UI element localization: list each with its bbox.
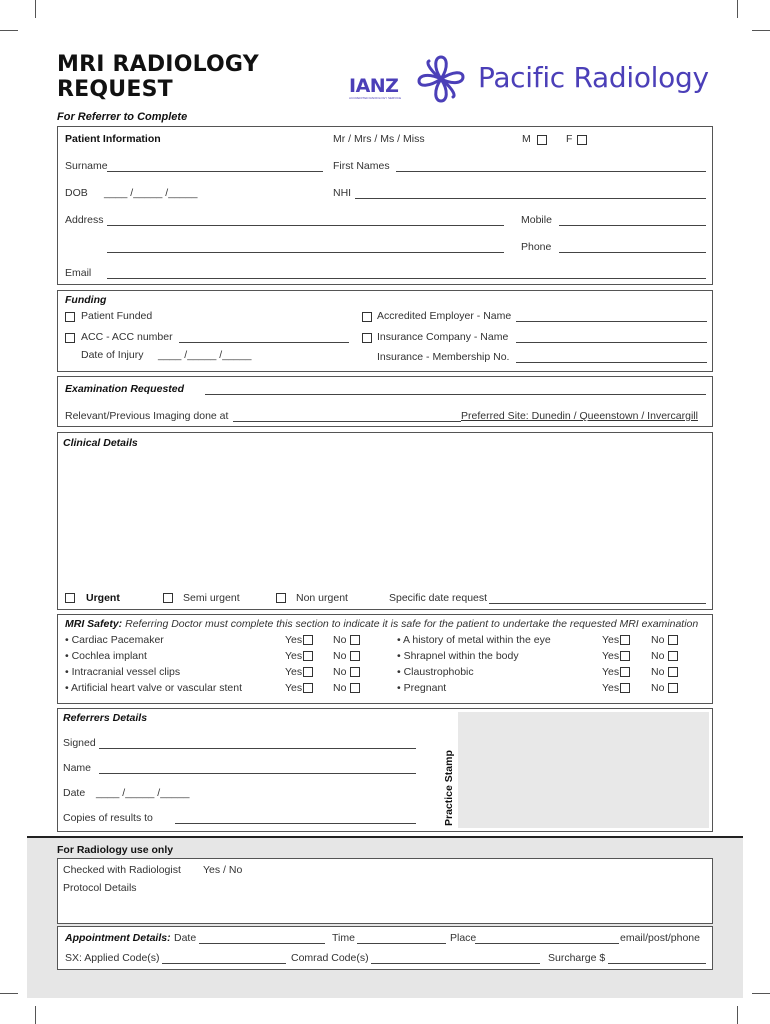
cardiac-pacemaker-no-checkbox[interactable] bbox=[350, 635, 360, 645]
date-of-injury-label: Date of Injury bbox=[81, 349, 144, 361]
phone-field[interactable] bbox=[559, 252, 706, 253]
claustrophobic-no-checkbox[interactable] bbox=[668, 667, 678, 677]
appointment-place-label: Place bbox=[450, 932, 477, 944]
checked-with-radiologist-label: Checked with Radiologist bbox=[63, 864, 181, 876]
preferred-site-label: Preferred Site: Dunedin / Queenstown / Invercargill bbox=[461, 410, 698, 422]
appointment-date-field[interactable] bbox=[199, 943, 325, 944]
patient-information-heading: Patient Information bbox=[65, 133, 161, 145]
address-label: Address bbox=[65, 214, 104, 226]
nhi-field[interactable] bbox=[355, 198, 706, 199]
crop-mark-bottom-left bbox=[0, 993, 18, 994]
accredited-employer-checkbox[interactable] bbox=[362, 312, 372, 322]
safety-yes-label: Yes bbox=[602, 666, 620, 678]
nhi-label: NHI bbox=[333, 187, 352, 199]
metal-eye-yes-checkbox[interactable] bbox=[620, 635, 630, 645]
address-field-2[interactable] bbox=[107, 252, 504, 253]
ianz-logo bbox=[349, 76, 409, 106]
safety-item-claustrophobic: • Claustrophobic bbox=[397, 666, 474, 678]
address-field-1[interactable] bbox=[107, 225, 504, 226]
intracranial-clips-no-checkbox[interactable] bbox=[350, 667, 360, 677]
safety-no-label: No bbox=[651, 682, 665, 694]
acc-number-field[interactable] bbox=[179, 342, 349, 343]
safety-no-label: No bbox=[651, 634, 665, 646]
insurance-company-checkbox[interactable] bbox=[362, 333, 372, 343]
crop-mark-top-left bbox=[0, 30, 18, 31]
title-line-2: REQUEST bbox=[57, 77, 173, 102]
crop-mark-bottom-left-v bbox=[35, 1006, 36, 1024]
brand-name: Pacific Radiology bbox=[478, 61, 709, 94]
crop-mark-top-left-v bbox=[35, 0, 36, 18]
funding-heading: Funding bbox=[65, 294, 107, 306]
sx-applied-codes-label: SX: Applied Code(s) bbox=[65, 952, 160, 964]
female-checkbox[interactable] bbox=[577, 135, 587, 145]
safety-yes-label: Yes bbox=[602, 682, 620, 694]
appointment-date-label: Date bbox=[174, 932, 197, 944]
non-urgent-checkbox[interactable] bbox=[276, 593, 286, 603]
heart-valve-no-checkbox[interactable] bbox=[350, 683, 360, 693]
semi-urgent-label: Semi urgent bbox=[183, 592, 240, 604]
safety-item-heart-valve: • Artificial heart valve or vascular stent bbox=[65, 682, 242, 694]
mri-safety-text bbox=[65, 618, 698, 631]
surname-field[interactable] bbox=[107, 171, 323, 172]
examination-field[interactable] bbox=[205, 394, 706, 395]
safety-no-label: No bbox=[651, 666, 665, 678]
patient-information-section bbox=[57, 126, 713, 285]
radiology-use-heading: For Radiology use only bbox=[57, 844, 174, 856]
dob-field[interactable]: ____ /_____ /_____ bbox=[104, 187, 198, 199]
pregnant-no-checkbox[interactable] bbox=[668, 683, 678, 693]
appointment-time-label: Time bbox=[332, 932, 355, 944]
cochlea-implant-yes-checkbox[interactable] bbox=[303, 651, 313, 661]
crop-mark-top-right-v bbox=[737, 0, 738, 18]
safety-yes-label: Yes bbox=[602, 650, 620, 662]
intracranial-clips-yes-checkbox[interactable] bbox=[303, 667, 313, 677]
protocol-details-label: Protocol Details bbox=[63, 882, 137, 894]
page-title bbox=[57, 52, 259, 102]
title-options: Mr / Mrs / Ms / Miss bbox=[333, 133, 425, 145]
safety-yes-label: Yes bbox=[285, 682, 303, 694]
radiology-top-rule bbox=[27, 836, 743, 838]
safety-no-label: No bbox=[333, 666, 347, 678]
title-line-1: MRI RADIOLOGY bbox=[57, 52, 259, 77]
specific-date-label: Specific date request bbox=[389, 592, 488, 604]
safety-yes-label: Yes bbox=[285, 634, 303, 646]
female-label: F bbox=[566, 133, 573, 145]
crop-mark-top-right bbox=[752, 30, 770, 31]
safety-item-intracranial-clips: • Intracranial vessel clips bbox=[65, 666, 181, 678]
metal-eye-no-checkbox[interactable] bbox=[668, 635, 678, 645]
non-urgent-label: Non urgent bbox=[296, 592, 348, 604]
email-label: Email bbox=[65, 267, 92, 279]
cardiac-pacemaker-yes-checkbox[interactable] bbox=[303, 635, 313, 645]
referrers-details-heading: Referrers Details bbox=[63, 712, 148, 724]
signed-label: Signed bbox=[63, 737, 96, 749]
appointment-details-label: Appointment Details: bbox=[65, 932, 171, 944]
phone-label: Phone bbox=[521, 241, 552, 253]
insurance-company-field[interactable] bbox=[516, 342, 707, 343]
clinical-details-heading: Clinical Details bbox=[63, 437, 138, 449]
membership-field[interactable] bbox=[516, 362, 707, 363]
safety-yes-label: Yes bbox=[285, 666, 303, 678]
shrapnel-yes-checkbox[interactable] bbox=[620, 651, 630, 661]
name-label: Name bbox=[63, 762, 92, 774]
signed-field[interactable] bbox=[99, 748, 416, 749]
appointment-time-field[interactable] bbox=[357, 943, 446, 944]
relevant-imaging-field[interactable] bbox=[233, 421, 461, 422]
surcharge-label: Surcharge $ bbox=[548, 952, 606, 964]
practice-stamp-area[interactable] bbox=[458, 712, 709, 828]
male-checkbox[interactable] bbox=[537, 135, 547, 145]
semi-urgent-checkbox[interactable] bbox=[163, 593, 173, 603]
relevant-imaging-label: Relevant/Previous Imaging done at bbox=[65, 410, 229, 422]
pacific-radiology-logo-icon bbox=[413, 53, 469, 105]
safety-item-metal-eye: • A history of metal within the eye bbox=[397, 634, 551, 646]
mobile-field[interactable] bbox=[559, 225, 706, 226]
urgent-checkbox[interactable] bbox=[65, 593, 75, 603]
first-names-field[interactable] bbox=[396, 171, 706, 172]
comrad-codes-label: Comrad Code(s) bbox=[291, 952, 369, 964]
safety-item-pregnant: • Pregnant bbox=[397, 682, 447, 694]
cochlea-implant-no-checkbox[interactable] bbox=[350, 651, 360, 661]
accredited-employer-field[interactable] bbox=[516, 321, 707, 322]
pregnant-yes-checkbox[interactable] bbox=[620, 683, 630, 693]
mri-safety-heading: MRI Safety: bbox=[65, 618, 123, 630]
email-post-phone-label: email/post/phone bbox=[620, 932, 700, 944]
dob-label: DOB bbox=[65, 187, 88, 199]
mri-safety-intro: Referring Doctor must complete this section to indicate it is safe for the patient to undertake the requested MRI examination bbox=[125, 618, 699, 630]
practice-stamp-label: Practice Stamp bbox=[443, 750, 455, 826]
checked-yes-no[interactable]: Yes / No bbox=[203, 864, 243, 876]
safety-no-label: No bbox=[333, 650, 347, 662]
ianz-logo-subtext: ACCREDITED RADIOLOGY SERVICE bbox=[349, 96, 402, 100]
copies-label: Copies of results to bbox=[63, 812, 153, 824]
crop-mark-bottom-right-v bbox=[737, 1006, 738, 1024]
date-of-injury-field[interactable]: ____ /_____ /_____ bbox=[158, 349, 252, 361]
ianz-logo-text: IANZ bbox=[349, 75, 399, 97]
claustrophobic-yes-checkbox[interactable] bbox=[620, 667, 630, 677]
appointment-place-field[interactable] bbox=[475, 943, 619, 944]
mobile-label: Mobile bbox=[521, 214, 552, 226]
safety-yes-label: Yes bbox=[285, 650, 303, 662]
email-field[interactable] bbox=[107, 278, 706, 279]
male-label: M bbox=[522, 133, 531, 145]
clinical-details-area[interactable] bbox=[63, 452, 707, 587]
safety-item-cardiac-pacemaker: • Cardiac Pacemaker bbox=[65, 634, 164, 646]
referrer-date-label: Date bbox=[63, 787, 86, 799]
patient-funded-checkbox[interactable] bbox=[65, 312, 75, 322]
name-field[interactable] bbox=[99, 773, 416, 774]
safety-no-label: No bbox=[333, 682, 347, 694]
safety-no-label: No bbox=[333, 634, 347, 646]
safety-item-shrapnel: • Shrapnel within the body bbox=[397, 650, 519, 662]
comrad-codes-field[interactable] bbox=[371, 963, 540, 964]
sx-applied-codes-field[interactable] bbox=[162, 963, 286, 964]
crop-mark-bottom-right bbox=[752, 993, 770, 994]
safety-no-label: No bbox=[651, 650, 665, 662]
insurance-company-label: Insurance Company - Name bbox=[377, 331, 509, 343]
surcharge-field[interactable] bbox=[608, 963, 706, 964]
for-referrer-heading: For Referrer to Complete bbox=[57, 111, 188, 123]
acc-checkbox[interactable] bbox=[65, 333, 75, 343]
heart-valve-yes-checkbox[interactable] bbox=[303, 683, 313, 693]
acc-label: ACC - ACC number bbox=[81, 331, 173, 343]
patient-funded-label: Patient Funded bbox=[81, 310, 153, 322]
safety-item-cochlea-implant: • Cochlea implant bbox=[65, 650, 147, 662]
specific-date-field[interactable] bbox=[489, 603, 706, 604]
urgent-label: Urgent bbox=[86, 592, 120, 604]
surname-label: Surname bbox=[65, 160, 108, 172]
examination-heading: Examination Requested bbox=[65, 383, 185, 395]
accredited-employer-label: Accredited Employer - Name bbox=[377, 310, 512, 322]
first-names-label: First Names bbox=[333, 160, 390, 172]
shrapnel-no-checkbox[interactable] bbox=[668, 651, 678, 661]
membership-label: Insurance - Membership No. bbox=[377, 351, 510, 363]
safety-yes-label: Yes bbox=[602, 634, 620, 646]
copies-field[interactable] bbox=[175, 823, 416, 824]
referrer-date-field[interactable]: ____ /_____ /_____ bbox=[96, 787, 190, 799]
